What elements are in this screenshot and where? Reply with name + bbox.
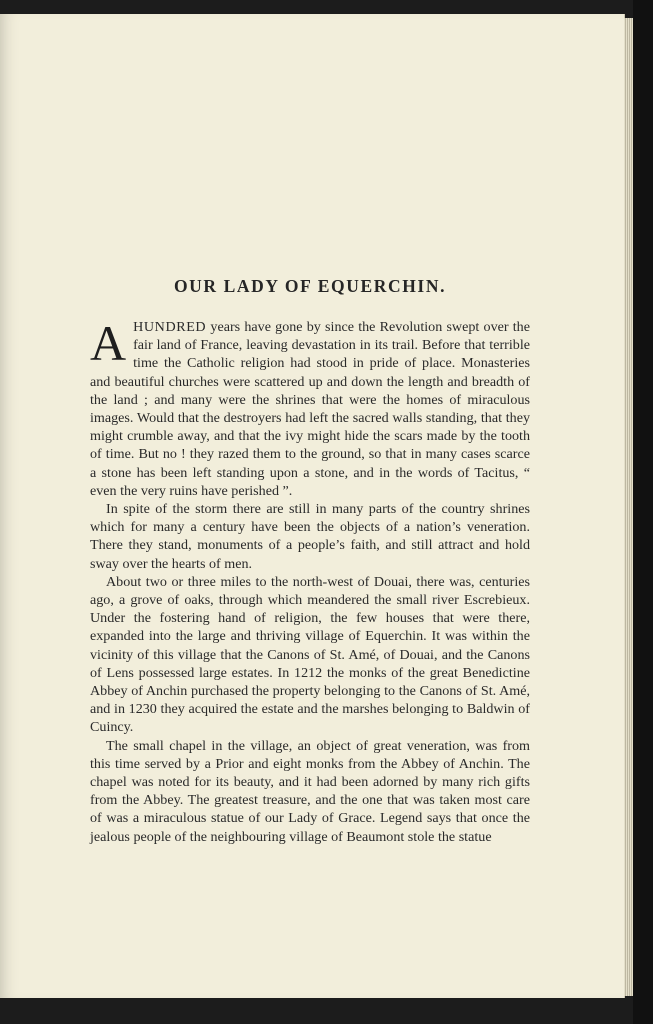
book-page — [0, 14, 625, 998]
opening-word: HUNDRED — [133, 319, 207, 335]
paragraph-4: The small chapel in the village, an object of great veneration, was from this time served by a Prior and eight monks from the Abbey of Anchin. The chapel was noted for its beauty, and it had been adorned by many rich gifts from the Abbey. The greatest treasure, and the one that was taken most care of was a miraculous statue of our Lady of Grace. Legend says that once the jealous people of the neighbouring village of Beaumont stole the statue — [90, 737, 530, 845]
drop-cap: A — [90, 315, 127, 371]
paragraph-1-text: years have gone by since the Revolution swept over the fair land of France, leaving devastation in its trail. Before that terrible time the Catholic religion had stood in pride of place. Monasteries and beautiful churches were scattered up and down the length and breadth of the land ; and many were the shrines that were the homes of miraculous images. Would that the destroyers had left the sacred walls standing, that they might crumble away, and that the ivy might hide the scars made by the tooth of time. But no ! they razed them to the ground, so that in many cases scarce a stone has been left standing upon a stone, and in the words of Tacitus, “ even the very ruins have perished ”. — [90, 319, 530, 499]
chapter-title: OUR LADY OF EQUERCHIN. — [173, 276, 447, 296]
paragraph-1 — [90, 315, 530, 500]
paragraph-2: In spite of the storm there are still in many parts of the country shrines which for many a century have been the objects of a nation’s veneration. There they stand, monuments of a people’s faith, and still attract and hold sway over the hearts of men. — [90, 501, 530, 572]
paragraph-3: About two or three miles to the north-west of Douai, there was, centuries ago, a grove of oaks, through which meandered the small river Escrebieux. Under the fostering hand of religion, the few houses that were there, expanded into the large and thriving village of Equerchin. It was within the vicinity of this village that the Canons of St. Amé, of Douai, and the Canons of Lens possessed large estates. In 1212 the monks of the great Benedictine Abbey of Anchin purchased the property belonging to the Canons of St. Amé, and in 1230 they acquired the estate and the marshes belonging to Baldwin of Cuincy. — [90, 573, 530, 736]
book-cover-edge — [633, 0, 653, 1024]
chapter-body — [90, 315, 530, 846]
